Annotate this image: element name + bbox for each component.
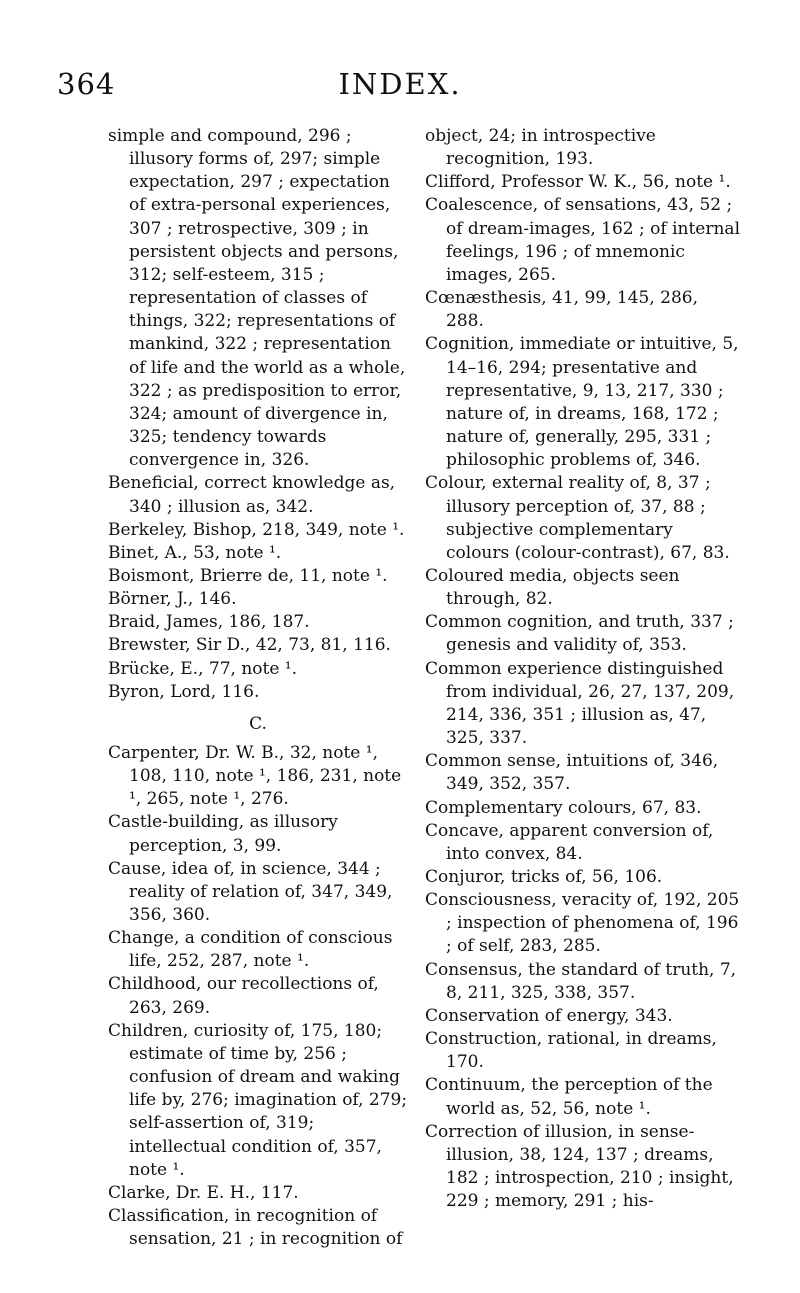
index-entry: Childhood, our recollections of, 263, 269.: [108, 974, 379, 1018]
index-entry: Berkeley, Bishop, 218, 349, note ¹.: [108, 519, 405, 540]
index-entry: Clarke, Dr. E. H., 117.: [108, 1182, 299, 1203]
index-entry: Binet, A., 53, note ¹.: [108, 542, 282, 563]
index-entry: Coalescence, of sensations, 43, 52 ; of dream-images, 162 ; of internal feelings, 196 ; of mnemonic images, 265.: [425, 195, 741, 285]
index-entry: Concave, apparent conversion of, into convex, 84.: [425, 820, 714, 864]
index-entry: Cognition, immediate or intuitive, 5, 14–16, 294; presentative and representative, 9, 13, 217, 330 ; nature of, in dreams, 168, 172 ; nature of, generally, 295, 331 ; philosophic problems of, 346.: [425, 334, 739, 471]
page-number: 364: [57, 67, 116, 101]
index-entry: Consensus, the standard of truth, 7, 8, 211, 325, 338, 357.: [425, 959, 737, 1003]
index-column-right: [425, 125, 740, 1213]
section-letter: C.: [249, 713, 267, 734]
index-entry: Brewster, Sir D., 42, 73, 81, 116.: [108, 635, 391, 656]
index-entry: Castle-building, as illusory perception, 3, 99.: [108, 812, 338, 856]
index-entry: Colour, external reality of, 8, 37 ; illusory perception of, 37, 88 ; subjective complementary colours (colour-contrast), 67, 83.: [425, 473, 730, 563]
index-entry: Common cognition, and truth, 337 ; genesis and validity of, 353.: [425, 612, 734, 656]
index-entry: Byron, Lord, 116.: [108, 681, 260, 702]
index-entry: Continuum, the perception of the world as, 52, 56, note ¹.: [425, 1075, 713, 1119]
index-entry: Common experience distinguished from individual, 26, 27, 137, 209, 214, 336, 351 ; illusion as, 47, 325, 337.: [425, 658, 735, 749]
index-entry: Cœnæsthesis, 41, 99, 145, 286, 288.: [425, 288, 698, 332]
index-entry: simple and compound, 296 ; illusory forms of, 297; simple expectation, 297 ; expectation of extra-personal experiences, 307 ; retrospective, 309 ; in persistent objects and persons, 312; self-esteem, 315 ; representation of classes of things, 322; representations of mankind, 322 ; representation of life and the world as a whole, 322 ; as predisposition to error, 324; amount of divergence in, 325; tendency towards convergence in, 326.: [108, 126, 406, 471]
index-entry: Beneficial, correct knowledge as, 340 ; illusion as, 342.: [108, 473, 396, 517]
index-entry: Clifford, Professor W. K., 56, note ¹.: [425, 172, 731, 193]
index-column-left: [108, 125, 408, 1251]
index-entry: Boismont, Brierre de, 11, note ¹.: [108, 565, 388, 586]
index-entry: Consciousness, veracity of, 192, 205 ; inspection of phenomena of, 196 ; of self, 283, 285.: [425, 890, 740, 957]
index-entry: Brücke, E., 77, note ¹.: [108, 658, 298, 679]
index-entry: Coloured media, objects seen through, 82.: [425, 565, 680, 610]
index-entry: Conservation of energy, 343.: [425, 1005, 673, 1026]
index-entry: Cause, idea of, in science, 344 ; reality of relation of, 347, 349, 356, 360.: [108, 858, 393, 925]
index-entry: Change, a condition of conscious life, 252, 287, note ¹.: [108, 928, 393, 972]
index-entry: Common sense, intuitions of, 346, 349, 352, 357.: [425, 751, 719, 795]
index-entry: Conjuror, tricks of, 56, 106.: [425, 867, 663, 887]
running-head: INDEX.: [338, 67, 462, 101]
index-entry: Classification, in recognition of sensation, 21 ; in recognition of: [108, 1206, 403, 1250]
index-entry: object, 24; in introspective recognition, 193.: [425, 126, 656, 170]
index-entry: Correction of illusion, in sense-illusion, 38, 124, 137 ; dreams, 182 ; introspection, 210 ; insight, 229 ; memory, 291 ; his-: [425, 1121, 734, 1212]
index-entry: Braid, James, 186, 187.: [108, 612, 310, 633]
index-entry: Carpenter, Dr. W. B., 32, note ¹, 108, 110, note ¹, 186, 231, note ¹, 265, note ¹, 276.: [108, 742, 402, 810]
index-entry: Construction, rational, in dreams, 170.: [425, 1029, 717, 1073]
index-entry: Börner, J., 146.: [108, 589, 237, 610]
index-entry: Children, curiosity of, 175, 180; estimate of time by, 256 ; confusion of dream and waking life by, 276; imagination of, 279; self-assertion of, 319; intellectual condition of, 357, note ¹.: [108, 1020, 408, 1180]
index-entry: Complementary colours, 67, 83.: [425, 797, 702, 818]
